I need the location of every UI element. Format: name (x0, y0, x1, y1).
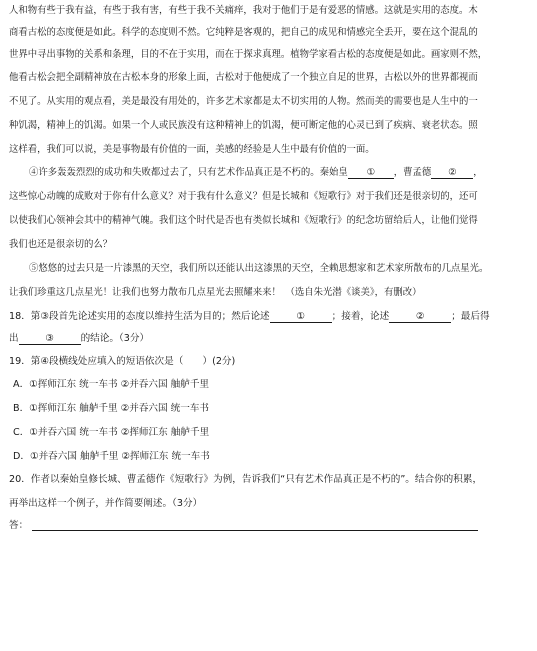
q18-text-a: 18．第③段首先论述实用的态度以维持生活为目的；然后论述 (9, 311, 270, 322)
passage-p1-line-4: 他看古松会把全副精神放在古松本身的形象上面，古松对于他便成了一个独立自足的世界，古松以外的世界都视而 (9, 72, 478, 83)
question-20-line-2: 再举出这样一个例子，并作简要阐述。（3分） (9, 498, 203, 509)
question-18-line-1 (9, 310, 529, 323)
passage-p1-line-3: 世界中寻出事物的关系和条理，目的不在于实用，而在于探求真理。植物学家看古松的态度便是如此。画家则不然， (9, 49, 488, 60)
q19-option-d[interactable]: D．①并吞六国 舳舻千里 ②挥师江东 统一车书 (13, 451, 210, 462)
q18-blank-1[interactable]: ① (270, 311, 332, 323)
passage-p5-line-2: 让我们珍重这几点星光！让我们也努力散布几点星光去照耀来来！ （选自朱光潜《谈美》，有删改） (9, 287, 422, 298)
q18-blank-3[interactable]: ③ (19, 333, 81, 345)
q18-text-e: 的结论。（3分） (80, 333, 150, 344)
q18-text-b: ；接着，论述 (331, 311, 390, 322)
passage-p4-line-2: 这些惊心动魄的成败对于你有什么意义？对于我有什么意义？但是长城和《短歌行》对于我们还是很亲切的，还可 (9, 191, 478, 202)
q18-text-d: 出 (9, 333, 19, 344)
q18-blank-2[interactable]: ② (389, 311, 451, 323)
passage-p5-line-1: ⑤悠悠的过去只是一片漆黑的天空，我们所以还能认出这漆黑的天空，全赖思想家和艺术家所散布的几点星光。 (29, 263, 489, 274)
p4-blank-2: ② (431, 167, 473, 179)
answer-line[interactable] (32, 530, 478, 531)
q19-option-c[interactable]: C．①并吞六国 统一车书 ②挥师江东 舳舻千里 (13, 427, 210, 438)
passage-p1-line-5: 不见了。从实用的观点看，美是最没有用处的，许多艺术家都是太不切实用的人物。然而美的需要也是人生中的一 (9, 96, 478, 107)
passage-p4-line-4: 我们也还是很亲切的么？ (9, 239, 113, 250)
p4-blank-1: ① (348, 167, 394, 179)
passage-p1-line-2: 商看古松的态度便是如此。科学的态度则不然。它纯粹是客观的，把自己的成见和情感完全丢开，要在这个混乱的 (9, 27, 478, 38)
p4-text-b: ，曹孟德 (393, 167, 432, 178)
passage-p1-line-6: 种饥渴，精神上的饥渴。如果一个人或民族没有这种精神上的饥渴，便可断定他的心灵已到了疾病、衰老状态。照 (9, 120, 478, 131)
question-18-line-2 (9, 332, 529, 345)
passage-p4-line-3: 以使我们心领神会其中的精神气魄。我们这个时代是否也有类似长城和《短歌行》的纪念坊留给后人，让他们觉得 (9, 215, 478, 226)
q18-text-c: ；最后得 (451, 311, 490, 322)
q19-option-a[interactable]: A．①挥师江东 统一车书 ②并吞六国 舳舻千里 (13, 379, 210, 390)
p4-text-a: ④许多轰轰烈烈的成功和失败都过去了，只有艺术作品真正是不朽的。秦始皇 (29, 167, 348, 178)
passage-p4-line-1 (29, 166, 529, 179)
question-20-line-1: 20．作者以秦始皇修长城、曹孟德作《短歌行》为例，告诉我们“只有艺术作品真正是不朽的”。结合你的积累， (9, 474, 483, 485)
passage-p1-line-7: 这样看，我们可以说，美是事物最有价值的一面，美感的经验是人生中最有价值的一面。 (9, 144, 375, 155)
answer-label: 答： (9, 520, 29, 531)
p4-text-c: ， (473, 167, 483, 178)
question-19-stem: 19．第④段横线处应填入的短语依次是（ ）(2分) (9, 356, 236, 367)
passage-p1-line-1: 人和物有些于我有益，有些于我有害，有些于我不关痛痒，我对于他们于是有爱恶的情感。这就是实用的态度。木 (9, 5, 478, 16)
q19-option-b[interactable]: B．①挥师江东 舳舻千里 ②并吞六国 统一车书 (13, 403, 210, 414)
